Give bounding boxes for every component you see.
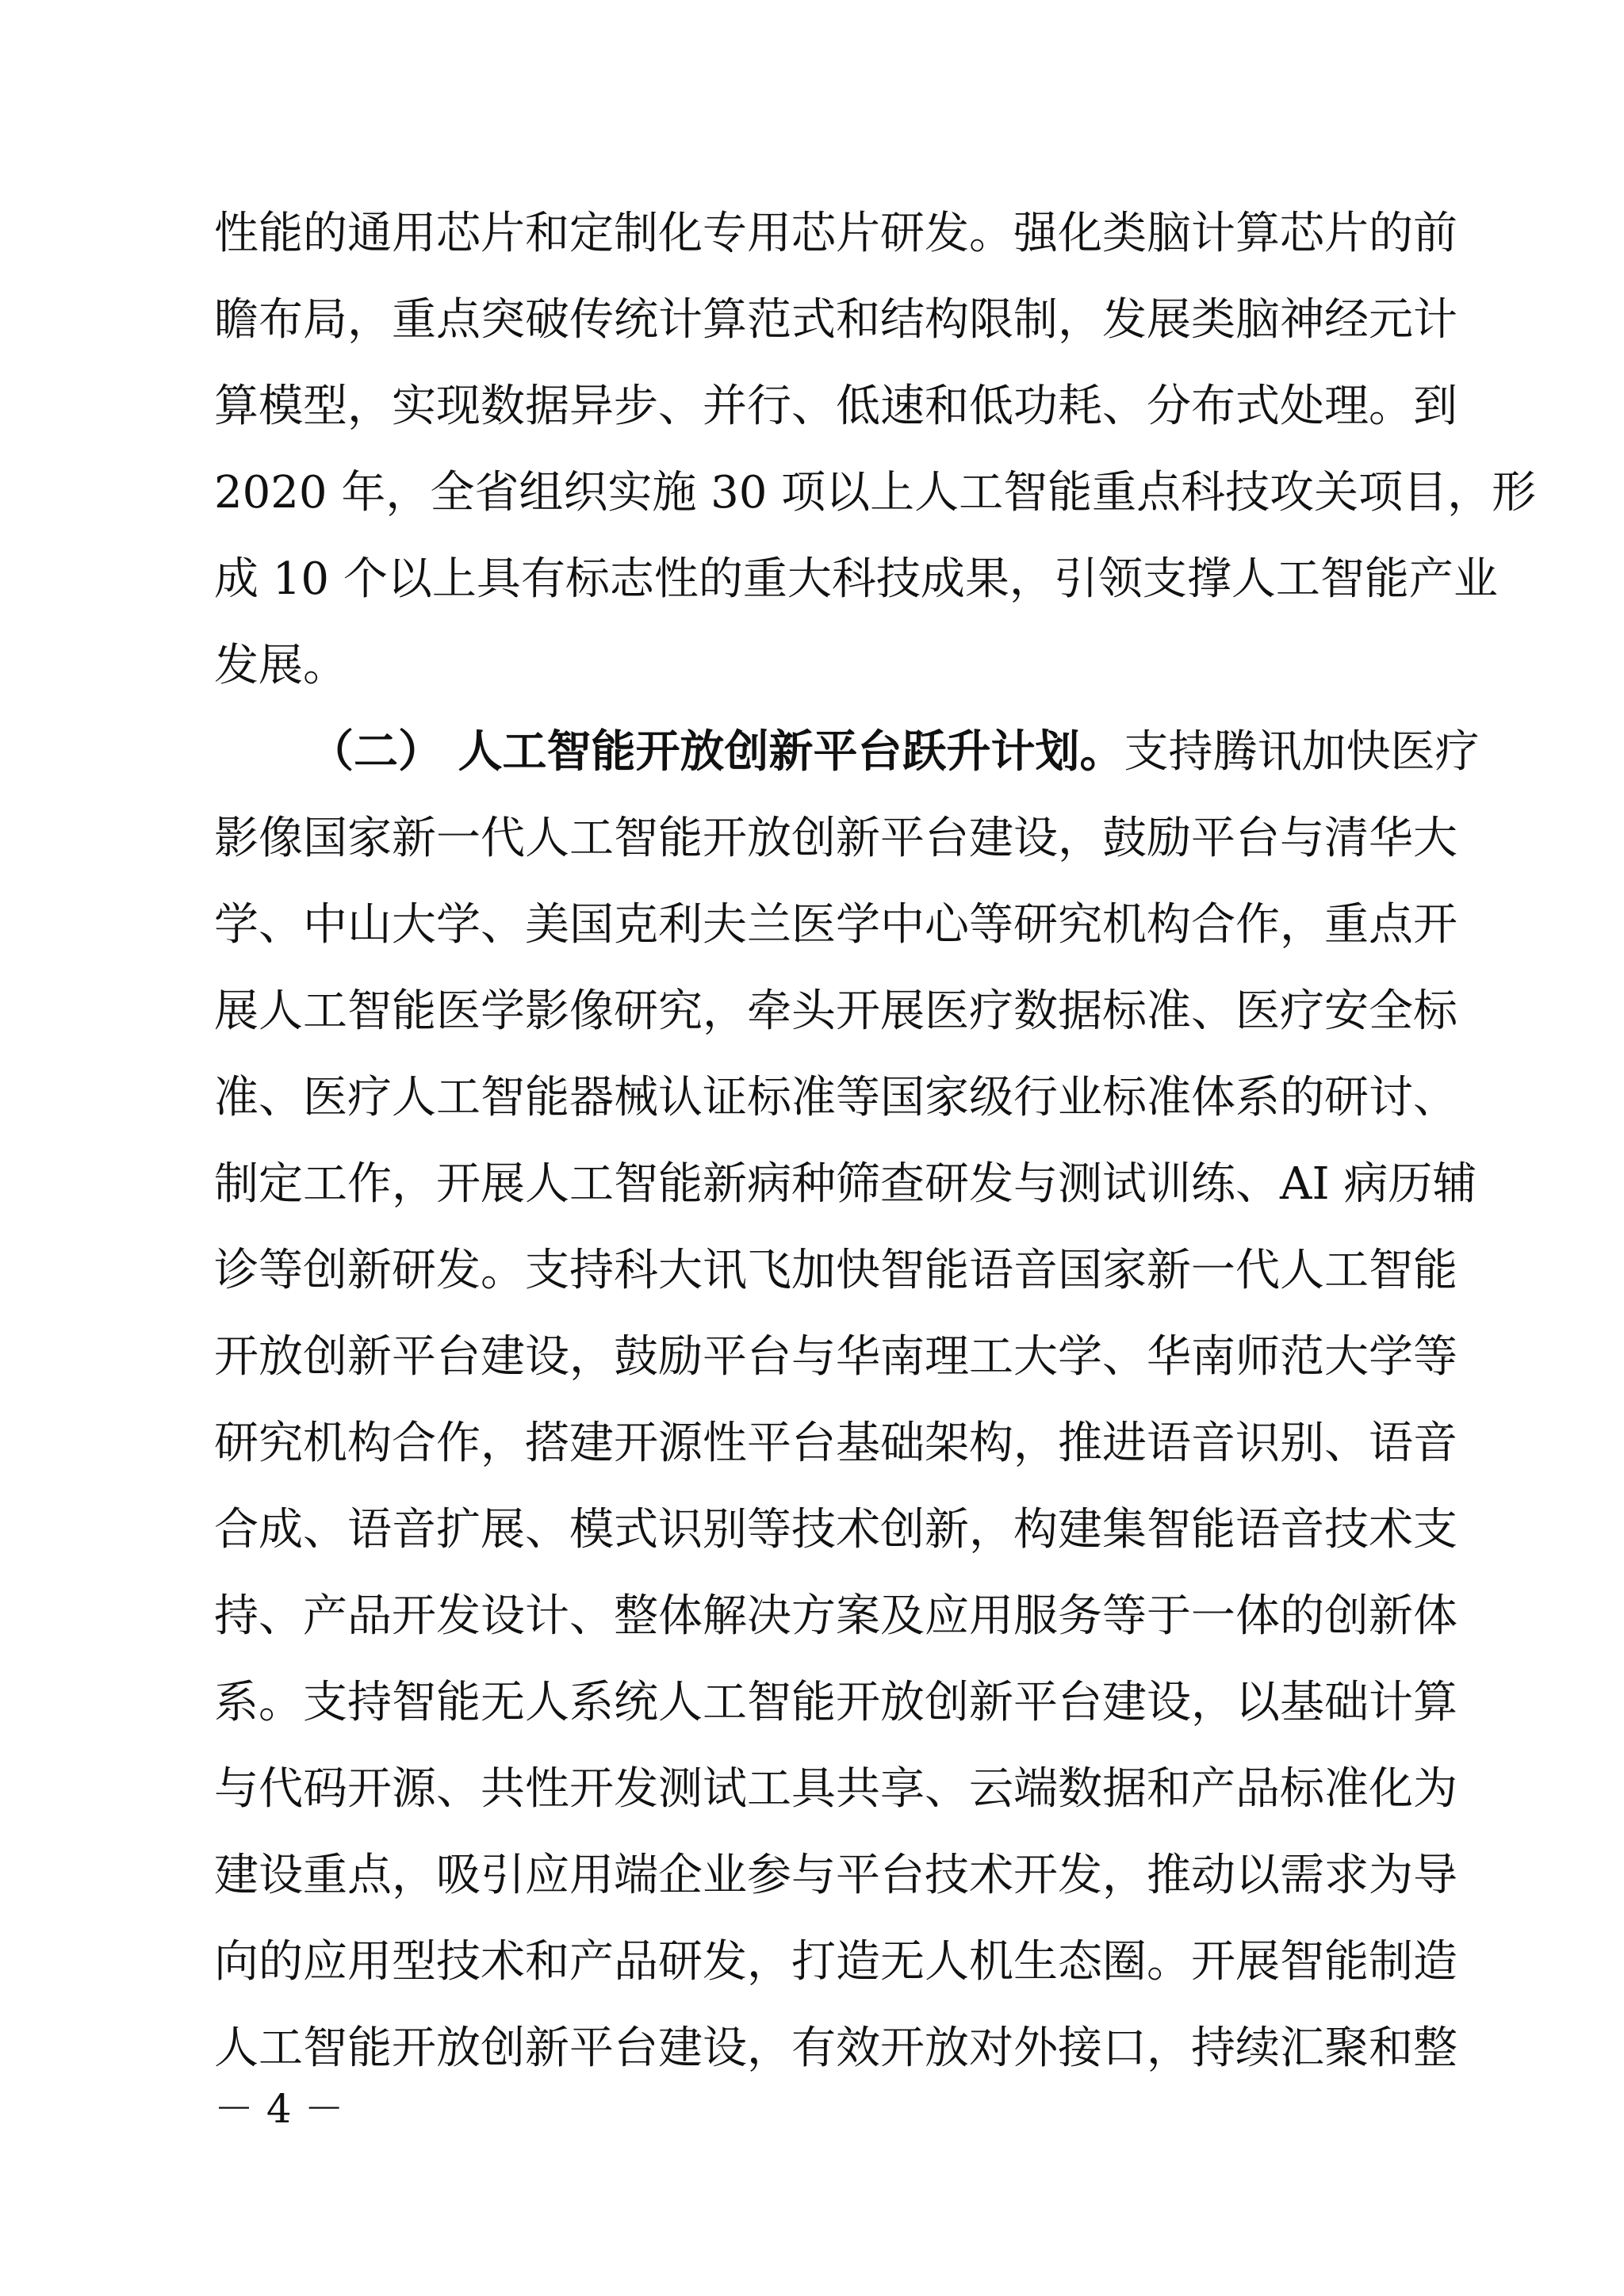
- text-line: 制定工作，开展人工智能新病种筛查研发与测试训练、AI 病历辅: [214, 1158, 1477, 1210]
- paragraph-open-innovation-platform: [214, 709, 1480, 2091]
- text-line: 合成、语音扩展、模式识别等技术创新，构建集智能语音技术支: [214, 1504, 1457, 1556]
- text-line: 人工智能开放创新平台建设，有效开放对外接口，持续汇聚和整: [214, 2022, 1457, 2074]
- page-number: － 4 －: [214, 2086, 344, 2132]
- text-line: 发展。: [214, 640, 347, 691]
- text-line: 向的应用型技术和产品研发，打造无人机生态圈。开展智能制造: [214, 1936, 1457, 1988]
- text-line: 学、中山大学、美国克利夫兰医学中心等研究机构合作，重点开: [214, 899, 1457, 951]
- heading-line-rest: 支持腾讯加快医疗: [1124, 726, 1480, 778]
- text-line: 诊等创新研发。支持科大讯飞加快智能语音国家新一代人工智能: [214, 1245, 1457, 1296]
- text-line: 展人工智能医学影像研究，牵头开展医疗数据标准、医疗安全标: [214, 985, 1457, 1037]
- text-line: 算模型，实现数据异步、并行、低速和低功耗、分布式处理。到: [214, 381, 1457, 432]
- text-line: 准、医疗人工智能器械认证标准等国家级行业标准体系的研讨、: [214, 1072, 1457, 1123]
- text-line: 影像国家新一代人工智能开放创新平台建设，鼓励平台与清华大: [214, 813, 1457, 864]
- text-line: 2020 年，全省组织实施 30 项以上人工智能重点科技攻关项目，形: [214, 467, 1537, 519]
- text-line: 持、产品开发设计、整体解决方案及应用服务等于一体的创新体: [214, 1590, 1457, 1642]
- document-body: [214, 190, 1537, 2091]
- text-line: 研究机构合作，搭建开源性平台基础架构，推进语音识别、语音: [214, 1418, 1457, 1469]
- heading-line: [214, 709, 1480, 795]
- text-line: 开放创新平台建设，鼓励平台与华南理工大学、华南师范大学等: [214, 1331, 1457, 1383]
- text-line: 建设重点，吸引应用端企业参与平台技术开发，推动以需求为导: [214, 1850, 1457, 1901]
- text-line: 系。支持智能无人系统人工智能开放创新平台建设，以基础计算: [214, 1677, 1457, 1728]
- section-heading: （二） 人工智能开放创新平台跃升计划。: [309, 725, 1124, 778]
- text-line: 成 10 个以上具有标志性的重大科技成果，引领支撑人工智能产业: [214, 553, 1498, 605]
- text-line: 瞻布局，重点突破传统计算范式和结构限制，发展类脑神经元计: [214, 294, 1457, 346]
- paragraph-chip-research: [214, 190, 1537, 709]
- text-line: 与代码开源、共性开发测试工具共享、云端数据和产品标准化为: [214, 1763, 1457, 1815]
- text-line: 性能的通用芯片和定制化专用芯片研发。强化类脑计算芯片的前: [214, 208, 1457, 259]
